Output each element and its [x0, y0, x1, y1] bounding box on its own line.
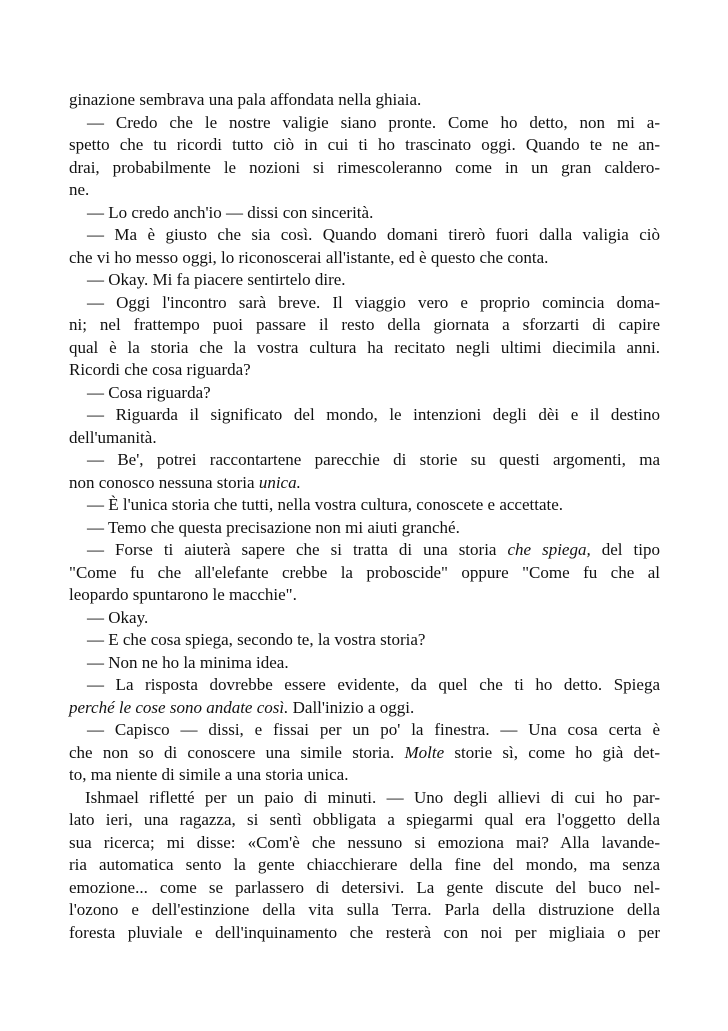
text-run: — Lo credo anch'io — dissi con sincerità.: [87, 202, 374, 222]
text-line: [69, 89, 660, 112]
text-line: [69, 697, 660, 720]
text-run: qual è la storia che la vostra cultura ha recitato negli ultimi diecimila anni.: [69, 337, 660, 357]
text-run: Ricordi che cosa riguarda?: [69, 360, 251, 379]
text-line: [69, 764, 660, 787]
text-run: che non so di conoscere una simile storia.: [69, 742, 405, 762]
italic-text: che spiega,: [507, 540, 591, 559]
text-line: [69, 224, 660, 247]
text-run: dell'umanità.: [69, 427, 157, 447]
text-run: — Ma è giusto che sia così. Quando domani tirerò fuori dalla valigia ciò: [87, 225, 660, 244]
text-run: spetto che tu ricordi tutto ciò in cui ti ho trascinato oggi. Quando te ne an-: [69, 135, 660, 154]
text-run: — Non ne ho la minima idea.: [87, 652, 289, 672]
text-line: [69, 292, 660, 315]
text-run: non conosco nessuna storia: [69, 472, 259, 492]
text-line: [69, 472, 660, 495]
italic-text: Molte: [404, 742, 445, 762]
text-run: — Okay.: [87, 607, 149, 627]
text-run: emozione... come se parlassero di detersivi. La gente discute del buco nel-: [69, 877, 660, 897]
text-line: [69, 584, 660, 607]
text-line: [69, 202, 660, 225]
text-run: "Come fu che all'elefante crebbe la proboscide" oppure "Come fu che al: [69, 562, 660, 582]
text-run: sua ricerca; mi disse: «Com'è che nessuno si emoziona mai? Alla lavande-: [69, 832, 660, 852]
text-run: ne.: [69, 180, 90, 199]
text-line: [69, 179, 660, 202]
text-line: [69, 832, 660, 855]
text-line: [69, 517, 660, 540]
text-line: [69, 922, 660, 945]
text-run: Dall'inizio a oggi.: [288, 697, 415, 717]
text-line: [69, 607, 660, 630]
text-run: che vi ho messo oggi, lo riconoscerai all'istante, ed è questo che conta.: [69, 247, 549, 267]
italic-text: unica.: [258, 472, 301, 492]
text-line: [69, 269, 660, 292]
text-run: storie sì, come ho già det-: [444, 742, 660, 762]
text-line: [69, 382, 660, 405]
text-line: [69, 449, 660, 472]
text-run: — E che cosa spiega, secondo te, la vostra storia?: [87, 630, 426, 649]
text-run: — Forse ti aiuterà sapere che si tratta di una storia: [87, 540, 508, 559]
text-run: leopardo spuntarono le macchie".: [69, 585, 297, 604]
text-line: [69, 112, 660, 135]
text-run: lato ieri, una ragazza, si sentì obbligata a spiegarmi qual era l'oggetto della: [69, 810, 660, 829]
text-line: [69, 427, 660, 450]
text-run: — Riguarda il significato del mondo, le intenzioni degli dèi e il destino: [87, 405, 660, 424]
text-line: [69, 247, 660, 270]
text-run: — Temo che questa precisazione non mi aiuti granché.: [87, 517, 460, 537]
text-run: to, ma niente di simile a una storia unica.: [69, 765, 349, 784]
text-run: ni; nel frattempo puoi passare il resto della giornata a sforzarti di capire: [69, 315, 660, 334]
text-run: foresta pluviale e dell'inquinamento che resterà con noi per migliaia o per: [69, 922, 660, 942]
italic-text: perché le cose sono andate così.: [69, 697, 289, 717]
text-line: [69, 562, 660, 585]
text-run: — La risposta dovrebbe essere evidente, da quel che ti ho detto. Spiega: [87, 675, 660, 694]
text-line: [69, 404, 660, 427]
text-run: drai, probabilmente le nozioni si rimescoleranno come in un gran caldero-: [69, 157, 660, 177]
text-line: [69, 787, 660, 810]
text-line: [69, 899, 660, 922]
text-line: [69, 629, 660, 652]
text-line: [69, 494, 660, 517]
text-line: [69, 157, 660, 180]
text-run: — Okay. Mi fa piacere sentirtelo dire.: [87, 270, 346, 289]
text-line: [69, 314, 660, 337]
text-run: ginazione sembrava una pala affondata nella ghiaia.: [69, 90, 422, 109]
text-line: [69, 877, 660, 900]
text-line: [69, 652, 660, 675]
text-run: ria automatica sento la gente chiacchierare della fine del mondo, ma senza: [69, 855, 660, 874]
text-run: l'ozono e dell'estinzione della vita sulla Terra. Parla della distruzione della: [69, 900, 660, 919]
text-run: — È l'unica storia che tutti, nella vostra cultura, conoscete e accettate.: [87, 495, 564, 514]
text-line: [69, 359, 660, 382]
text-line: [69, 854, 660, 877]
text-run: Ishmael rifletté per un paio di minuti. — Uno degli allievi di cui ho par-: [85, 787, 660, 807]
text-line: [69, 134, 660, 157]
text-line: [69, 539, 660, 562]
text-line: [69, 337, 660, 360]
text-line: [69, 809, 660, 832]
text-run: — Cosa riguarda?: [87, 382, 211, 402]
document-page: [69, 89, 660, 944]
text-run: — Be', potrei raccontartene parecchie di storie su questi argomenti, ma: [87, 450, 660, 469]
text-line: [69, 719, 660, 742]
text-run: — Credo che le nostre valigie siano pronte. Come ho detto, non mi a-: [87, 112, 660, 132]
text-run: — Oggi l'incontro sarà breve. Il viaggio vero e proprio comincia doma-: [87, 292, 660, 312]
text-line: [69, 742, 660, 765]
text-line: [69, 674, 660, 697]
text-run: del tipo: [590, 540, 660, 559]
text-run: — Capisco — dissi, e fissai per un po' la finestra. — Una cosa certa è: [87, 720, 660, 739]
